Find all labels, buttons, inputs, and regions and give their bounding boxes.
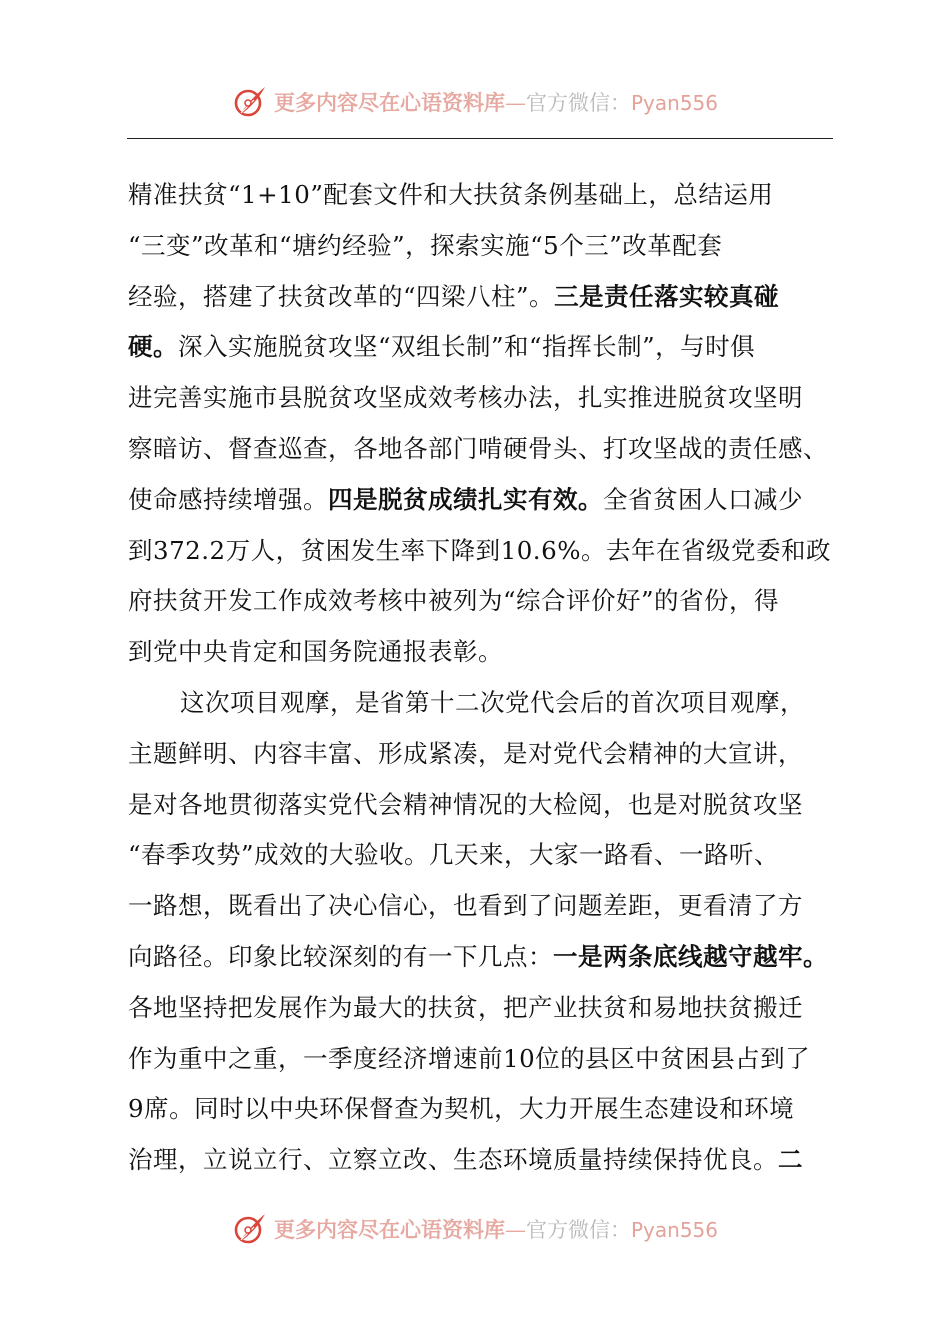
header-banner-content [232,84,718,120]
footer-banner-text [274,1214,718,1244]
header-banner-title: 更多内容尽在心语资料库 [273,90,505,115]
header-banner-wechat-label: 官方微信： [525,91,631,115]
text-line: 各地坚持把发展作为最大的扶贫，把产业扶贫和易地扶贫搬迁 [128,992,803,1022]
text-line [128,475,834,526]
text-line: 察暗访、督查巡查，各地各部门啃硬骨头、打攻坚战的责任感、 [128,433,828,463]
header-banner [0,80,950,124]
text-line: 到党中央肯定和国务院通报表彰。 [128,637,503,667]
quill-pen-logo-icon [232,1211,268,1247]
text-line [128,932,834,983]
text-line: 到372.2万人，贫困发生率下降到10.6%。去年在省级党委和政 [128,535,831,565]
quill-pen-logo-icon [232,84,268,120]
paragraph-start-line: 这次项目观摩，是省第十二次党代会后的首次项目观摩， [180,687,805,717]
text-run: 使命感持续增强。 [128,484,328,514]
text-line: 9席。同时以中央环保督查为契机，大力开展生态建设和环境 [128,1094,795,1124]
document-body [128,170,834,1186]
text-line: 进完善实施市县脱贫攻坚成效考核办法，扎实推进脱贫攻坚明 [128,383,803,413]
text-run: 经验，搭建了扶贫改革的“四梁八柱”。 [128,281,555,311]
header-banner-wechat-id: Pyan556 [630,91,718,115]
section-heading-1: 一是两条底线越守越牢。 [553,941,828,971]
header-banner-dash: — [504,91,526,115]
section-heading-3-end: 硬。 [128,332,178,362]
text-run: 深入实施脱贫攻坚“双组长制”和“指挥长制”，与时俱 [178,332,756,362]
text-line: “春季攻势”成效的大验收。几天来，大家一路看、一路听、 [128,840,780,870]
section-heading-2-start: 二 [778,1145,803,1175]
text-line: 精准扶贫“1+10”配套文件和大扶贫条例基础上，总结运用 [128,180,774,209]
footer-banner-wechat-id: Pyan556 [630,1218,718,1242]
text-line: 府扶贫开发工作成效考核中被列为“综合评价好”的省份，得 [128,586,780,616]
text-run: 全省贫困人口减少 [603,484,803,514]
text-line: 是对各地贯彻落实党代会精神情况的大检阅，也是对脱贫攻坚 [128,789,803,819]
text-line: 主题鲜明、内容丰富、形成紧凑，是对党代会精神的大宣讲， [128,738,803,768]
text-line [128,322,834,373]
footer-banner-dash: — [504,1218,526,1242]
footer-banner [0,1207,950,1251]
footer-banner-content [232,1211,718,1247]
text-line [128,1135,834,1186]
header-banner-text [274,87,718,117]
text-line: “三变”改革和“塘约经验”，探索实施“5个三”改革配套 [128,230,723,260]
text-run: 治理，立说立行、立察立改、生态环境质量持续保持优良。 [128,1145,778,1175]
section-heading-3: 三是责任落实较真碰 [554,281,780,311]
text-line: 一路想，既看出了决心信心，也看到了问题差距，更看清了方 [128,891,803,921]
footer-banner-title: 更多内容尽在心语资料库 [273,1217,505,1242]
text-line: 作为重中之重，一季度经济增速前10位的县区中贫困县占到了 [128,1043,811,1073]
section-heading-4: 四是脱贫成绩扎实有效。 [328,484,603,514]
text-run: 向路径。印象比较深刻的有一下几点： [128,941,553,971]
footer-banner-wechat-label: 官方微信： [525,1218,631,1242]
header-divider [127,138,833,139]
text-line [128,272,834,323]
